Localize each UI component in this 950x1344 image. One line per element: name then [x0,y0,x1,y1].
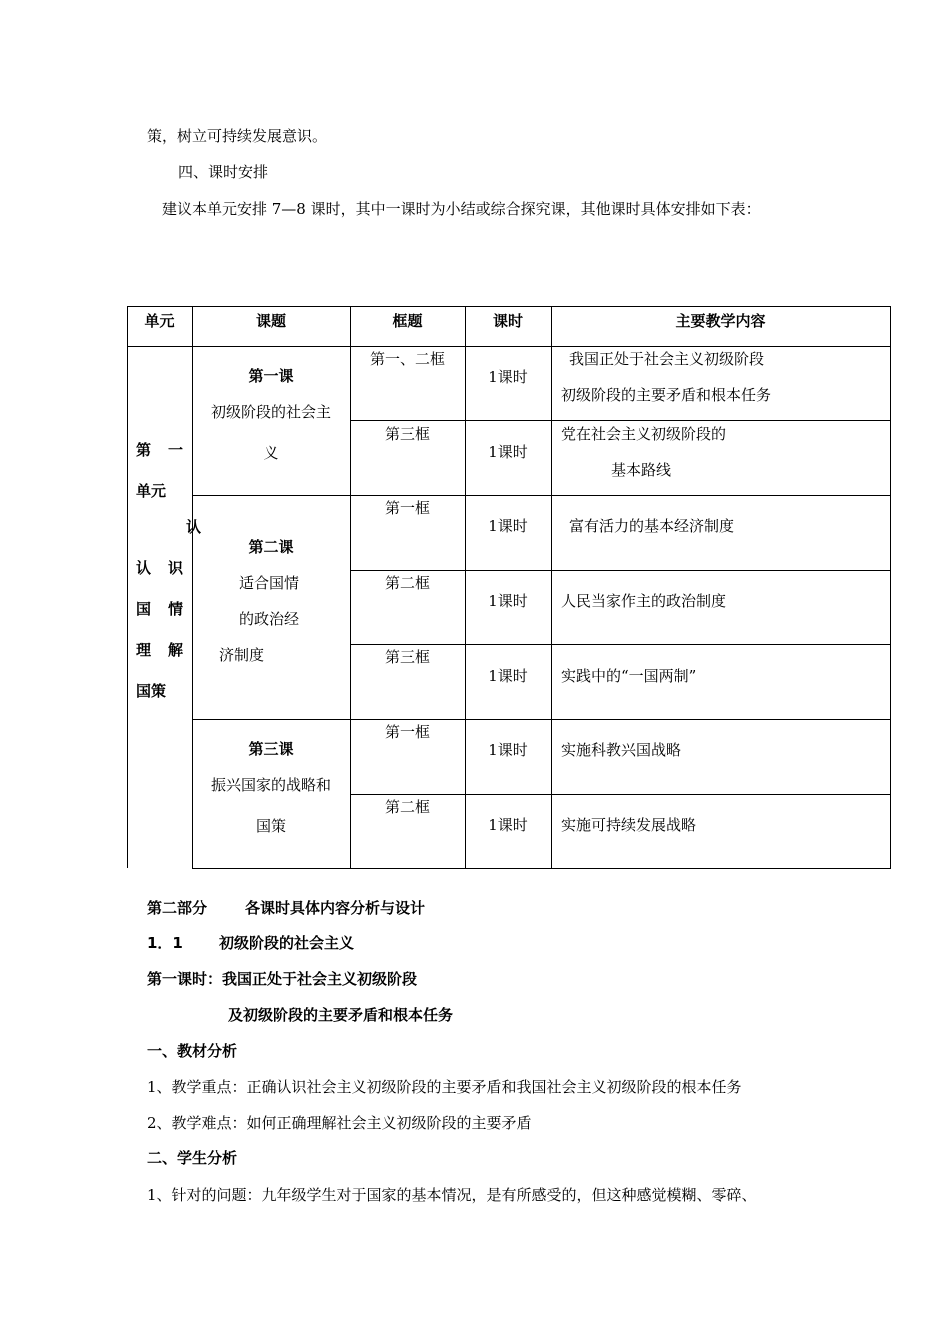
lesson-subtitle: 国策 [255,817,286,835]
table-border [465,306,466,869]
frame-cell: 第一框 [384,723,430,741]
table-border [551,306,552,869]
lesson-subtitle: 初级阶段的社会主 [210,403,331,421]
lesson-subtitle: 的政治经 [239,610,300,628]
table-border [890,306,891,869]
frame-cell: 第二框 [384,798,430,816]
table-border [127,306,128,868]
unit-text: 理 [136,641,152,659]
section-heading: 四、课时安排 [178,163,269,181]
paragraph: 1、教学重点：正确认识社会主义初级阶段的主要矛盾和我国社会主义初级阶段的根本任务 [147,1078,742,1096]
hours-cell: 1课时 [488,667,528,685]
hours-cell: 1课时 [488,368,528,386]
hours-cell: 1课时 [488,592,528,610]
lesson-subtitle: 适合国情 [239,574,300,592]
hours-cell: 1课时 [488,443,528,461]
content-cell: 基本路线 [611,461,672,479]
unit-text: 国策 [136,682,167,700]
table-border [192,719,891,720]
lesson-subtitle: 济制度 [219,646,265,664]
paragraph: 2、教学难点：如何正确理解社会主义初级阶段的主要矛盾 [147,1114,532,1132]
unit-text: 解 [168,641,184,659]
lesson-title: 第二课 [248,538,294,556]
intro-line: 策，树立可持续发展意识。 [147,127,328,145]
lesson-subtitle: 义 [263,444,279,462]
header-hours: 课时 [492,312,523,330]
unit-text: 认 [186,518,202,536]
section-title: 初级阶段的社会主义 [219,934,355,952]
lesson-title: 第一课 [248,367,294,385]
lesson-heading: 第一课时：我国正处于社会主义初级阶段 [147,970,418,988]
frame-cell: 第三框 [384,648,430,666]
paragraph: 1、针对的问题：九年级学生对于国家的基本情况，是有所感受的，但这种感觉模糊、零碎、 [147,1186,757,1204]
table-border [192,868,891,869]
content-cell: 富有活力的基本经济制度 [569,517,735,535]
heading-student-analysis: 二、学生分析 [147,1149,238,1167]
lesson-subtitle: 振兴国家的战略和 [210,776,331,794]
unit-text: 情 [168,600,184,618]
frame-cell: 第一框 [384,499,430,517]
lesson-title: 第三课 [248,740,294,758]
content-cell: 实践中的“一国两制” [561,667,697,685]
hours-cell: 1课时 [488,816,528,834]
content-cell: 初级阶段的主要矛盾和根本任务 [561,386,772,404]
table-border [350,420,891,421]
content-cell: 我国正处于社会主义初级阶段 [569,350,765,368]
unit-text: 一 [168,441,184,459]
unit-text: 第 [136,441,152,459]
lesson-heading-continued: 及初级阶段的主要矛盾和根本任务 [228,1006,454,1024]
table-border [127,346,891,347]
table-border [350,570,891,571]
hours-cell: 1课时 [488,517,528,535]
intro-paragraph: 建议本单元安排 7—8 课时，其中一课时为小结或综合探究课，其他课时具体安排如下表： [162,200,761,218]
content-cell: 实施可持续发展战略 [561,816,697,834]
header-content: 主要教学内容 [675,312,766,330]
hours-cell: 1课时 [488,741,528,759]
unit-text: 国 [136,600,152,618]
frame-cell: 第二框 [384,574,430,592]
unit-text: 认 [136,559,152,577]
section-number: 1．1 [147,934,183,952]
table-border [127,306,891,307]
frame-cell: 第三框 [384,425,430,443]
table-border [192,495,891,496]
table-border [350,644,891,645]
header-frame: 框题 [392,312,423,330]
header-unit: 单元 [144,312,175,330]
content-cell: 人民当家作主的政治制度 [561,592,727,610]
content-cell: 党在社会主义初级阶段的 [561,425,727,443]
heading-textbook-analysis: 一、教材分析 [147,1042,238,1060]
frame-cell: 第一、二框 [369,350,445,368]
part-label: 第二部分 [147,899,208,917]
content-cell: 实施科教兴国战略 [561,741,682,759]
header-lesson: 课题 [255,312,286,330]
unit-text: 识 [168,559,184,577]
table-border [350,794,891,795]
part-title: 各课时具体内容分析与设计 [245,899,426,917]
unit-text: 单元 [136,482,167,500]
